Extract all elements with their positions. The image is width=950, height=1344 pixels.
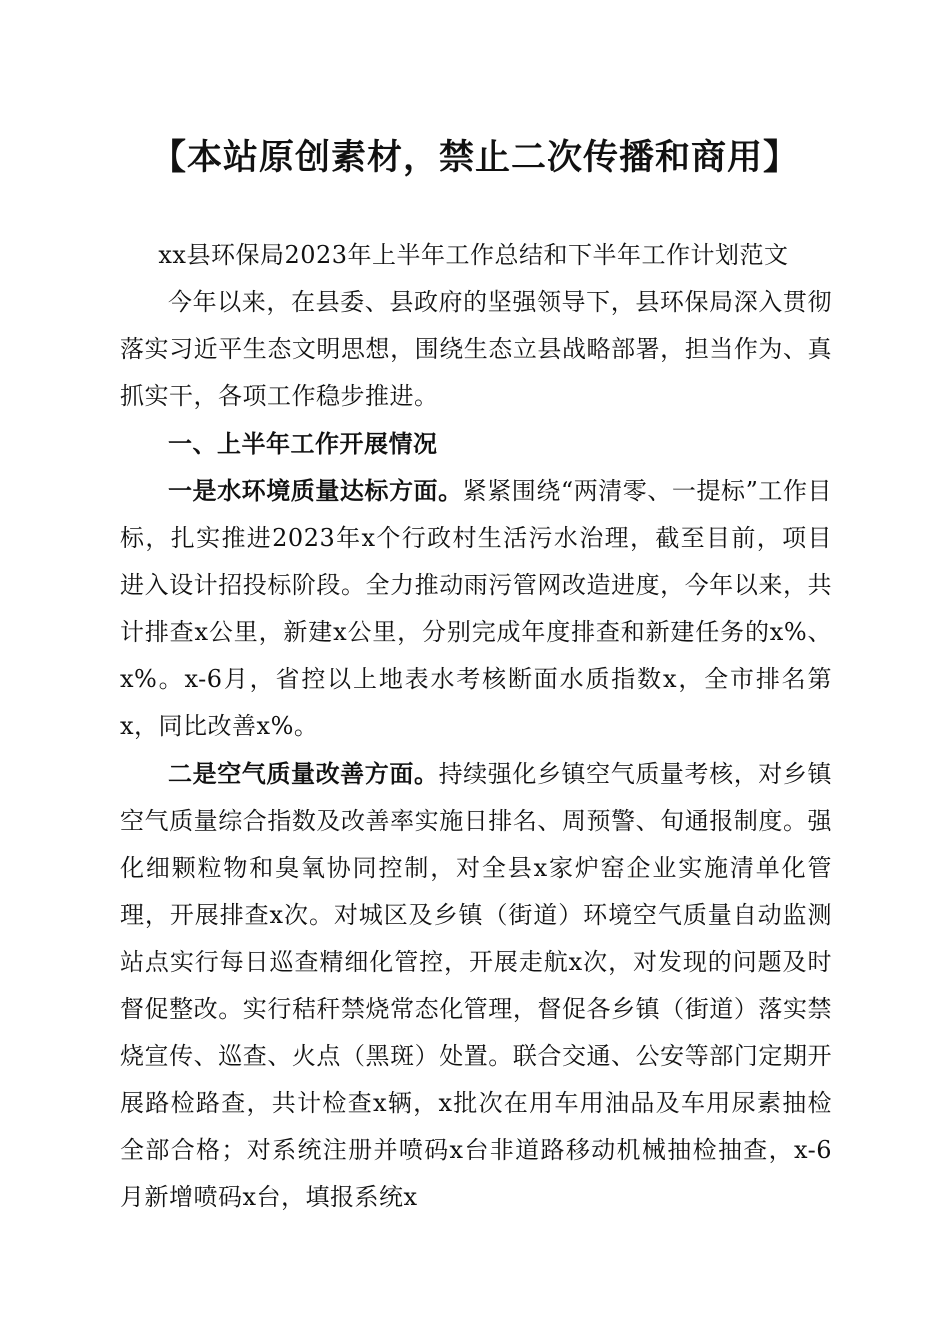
- air-lead: 二是空气质量改善方面。: [168, 759, 439, 788]
- copyright-banner: 【本站原创素材，禁止二次传播和商用】: [150, 137, 799, 178]
- air-paragraph: [120, 750, 832, 1221]
- intro-paragraph: 今年以来，在县委、县政府的坚强领导下，县环保局深入贯彻落实习近平生态文明思想，围绕生态立县战略部署，担当作为、真抓实干，各项工作稳步推进。: [120, 288, 832, 410]
- water-lead: 一是水环境质量达标方面。: [168, 476, 463, 505]
- document-title: xx县环保局2023年上半年工作总结和下半年工作计划范文: [158, 241, 789, 269]
- water-text: 紧紧围绕“两清零、一提标”工作目标，扎实推进2023年x个行政村生活污水治理，截至目前，项目进入设计招投标阶段。全力推动雨污管网改造进度，今年以来，共计排查x公里，新建x公里，分别完成年度排查和新建任务的x%、x%。x-6月，省控以上地表水考核断面水质指数x，全市排名第x，同比改善x%。: [120, 477, 833, 740]
- section-heading: 一、上半年工作开展情况: [168, 429, 438, 458]
- air-text: 持续强化乡镇空气质量考核，对乡镇空气质量综合指数及改善率实施日排名、周预警、旬通报制度。强化细颗粒物和臭氧协同控制，对全县x家炉窑企业实施清单化管理，开展排查x次。对城区及乡镇（街道）环境空气质量自动监测站点实行每日巡查精细化管控，开展走航x次，对发现的问题及时督促整改。实行秸秆禁烧常态化管理，督促各乡镇（街道）落实禁烧宣传、巡查、火点（黑斑）处置。联合交通、公安等部门定期开展路检路查，共计检查x辆，x批次在用车用油品及车用尿素抽检全部合格；对系统注册并喷码x台非道路移动机械抽检抽查，x-6月新增喷码x台，填报系统x: [120, 760, 833, 1211]
- water-paragraph: [120, 467, 832, 750]
- document-body: [120, 232, 832, 1221]
